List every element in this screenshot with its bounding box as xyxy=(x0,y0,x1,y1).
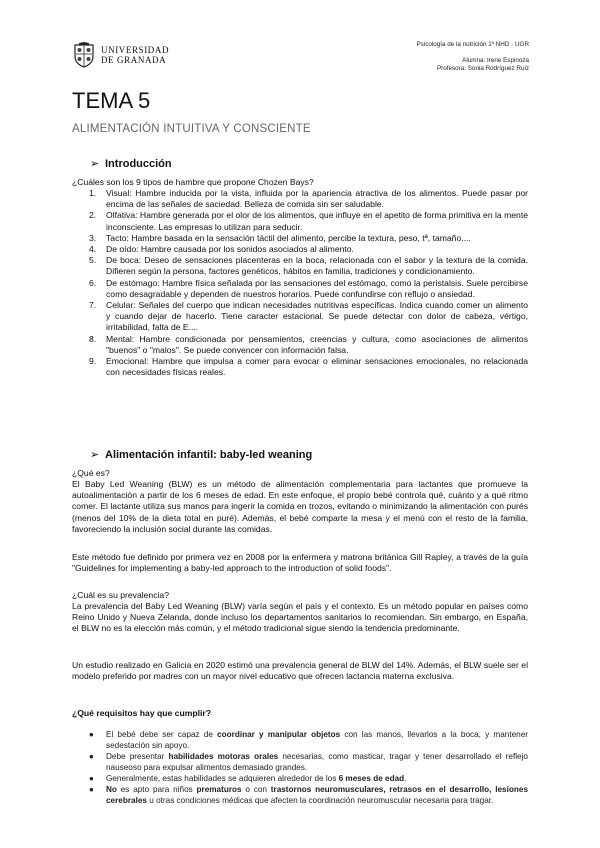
list-item: ● Generalmente, estas habilidades se adquieren alrededor de los 6 meses de edad. xyxy=(89,774,407,783)
bullet-icon: ● xyxy=(89,730,94,739)
list-item: 5. De boca: Deseo de sensaciones placenteras en la boca, relacionada con el sabor y la textura de la comida. Difieren según la persona, factores genéticos, hábitos en familia, tradiciones y condicionamiento. xyxy=(89,255,528,277)
page-title: TEMA 5 xyxy=(72,88,151,113)
bullet-icon: ● xyxy=(89,785,94,794)
list-item: 8. Mental: Hambre condicionada por pensamientos, creencias y cultura, como asociaciones de alimentos "buenos" o "malos". Se puede convencer con información falsa. xyxy=(89,333,528,355)
professor-label: Profesora: Sonia Rodríguez Ruiz xyxy=(436,65,529,72)
hunger-types-list xyxy=(72,188,528,378)
bullet-icon: ● xyxy=(89,752,94,761)
intro-heading-text: Introducción xyxy=(105,158,172,170)
arrow-icon: ➢ xyxy=(90,449,100,461)
list-item: 7. Celular: Señales del cuerpo que indican necesidades nutritivas específicas. Indica cuando comer un alimento y cuando dejar de hacerlo. Tiene caracter estacional. Se puede detectar con dolor de cabeza, vértigo, irritabilidad, falta de E.... xyxy=(89,300,528,333)
what-is-question: ¿Qué es? xyxy=(72,468,110,478)
page-subtitle: ALIMENTACIÓN INTUITIVA Y CONSCIENTE xyxy=(72,123,311,135)
logo-text-line1: UNIVERSIDAD xyxy=(101,45,170,55)
list-item: 6. De estómago: Hambre física señalada por las sensaciones del estómago, como la peristalsis. Suele percibirse como desagradable y dependen de nuestros horarios. Puede confundirse con reflujo o ansiedad. xyxy=(89,277,528,299)
blw-heading-text: Alimentación infantil: baby-led weaning xyxy=(105,449,313,461)
list-item: 3. Tacto: Hambre basada en la sensación táctil del alimento, percibe la textura, peso, tª, tamaño.... xyxy=(89,232,471,243)
university-crest-icon xyxy=(73,42,95,68)
what-is-paragraph-2: Este método fue definido por primera vez en 2008 por la enfermera y matrona británica Gill Rapley, a través de la guía "Guidelines for implementing a baby-led approach to the introduction of solid foods". xyxy=(72,552,528,574)
blw-heading xyxy=(90,448,312,461)
what-is-paragraph-1: El Baby Led Weaning (BLW) es un método de alimentación complementaria para lactantes que promueve la autoalimentación a partir de los 6 meses de edad. En este enfoque, el propio bebé controla qué, cuánto y a qué ritmo comer. El lactante utiliza sus manos para ingerir la comida en trozos, evitando o minimizando la alimentación con purés (menos del 10% de la dieta total en puré). Además, el bebé comparte la mesa y el menú con el resto de la familia, favoreciendo la inclusión social durante las comidas. xyxy=(72,479,528,534)
requirements-list xyxy=(72,729,528,806)
list-item: 1. Visual: Hambre inducida por la vista, influida por la apariencia atractiva de los alimentos. Puede pasar por encima de las señales de saciedad. Belleza de comida sin ser saludable. xyxy=(89,188,528,210)
list-item: 2. Olfativa: Hambre generada por el olor de los alimentos, que influye en el apetito de forma primitiva en la mente inconsciente. Las empresas lo utilizan para seducir. xyxy=(89,210,528,232)
list-item: ● Debe presentar habilidades motoras orales necesarias, como masticar, tragar y tener desarrollado el reflejo nauseoso para expulsar alimentos demasiado grandes. xyxy=(89,752,528,772)
list-item: ● El bebé debe ser capaz de coordinar y manipular objetos con las manos, llevarlos a la boca, y mantener sedestación sin apoyo. xyxy=(89,730,528,750)
logo-text-line2: DE GRANADA xyxy=(101,55,167,65)
intro-heading xyxy=(90,157,172,170)
requirements-question: ¿Qué requisitos hay que cumplir? xyxy=(72,708,211,718)
arrow-icon: ➢ xyxy=(90,158,100,170)
university-logo xyxy=(73,42,183,68)
intro-question: ¿Cuáles son los 9 tipos de hambre que propone Chozen Bays? xyxy=(72,177,314,187)
student-label: Alumna: Irene Espinoza xyxy=(462,57,529,64)
prevalence-question: ¿Cuál es su prevalencia? xyxy=(72,590,169,600)
list-item: ● No es apto para niños prematuros o con trastornos neuromusculares, retrasos en el desarrollo, lesiones cerebrales u otras condiciones médicas que afecten la coordinación neuromuscular necesaria para tragar. xyxy=(89,785,528,805)
list-item: 9. Emocional: Hambre que impulsa a comer para evocar o eliminar sensaciones emocionales, no relacionada con necesidades físicas reales. xyxy=(89,356,528,378)
prevalence-paragraph-1: La prevalencia del Baby Led Weaning (BLW) varía según el país y el contexto. Es un método popular en países como Reino Unido y Nueva Zelanda, donde incluso los departamentos sanitarios lo recomiendan. Sin embargo, en España, el BLW no es la elección más común, y el método tradicional sigue siendo la tendencia predominante. xyxy=(72,601,528,634)
course-label: Psicología de la nutrición 1º NHD · UGR xyxy=(416,41,529,48)
prevalence-paragraph-2: Un estudio realizado en Galicia en 2020 estimó una prevalencia general de BLW del 14%. Además, el BLW suele ser el modelo preferido por madres con un mayor nivel educativo que ofrecen lactancia materna exclusiva. xyxy=(72,660,528,682)
list-item: 4. De oído: Hambre causada por los sonidos asociados al alimento. xyxy=(89,244,354,255)
bullet-icon: ● xyxy=(89,774,94,783)
